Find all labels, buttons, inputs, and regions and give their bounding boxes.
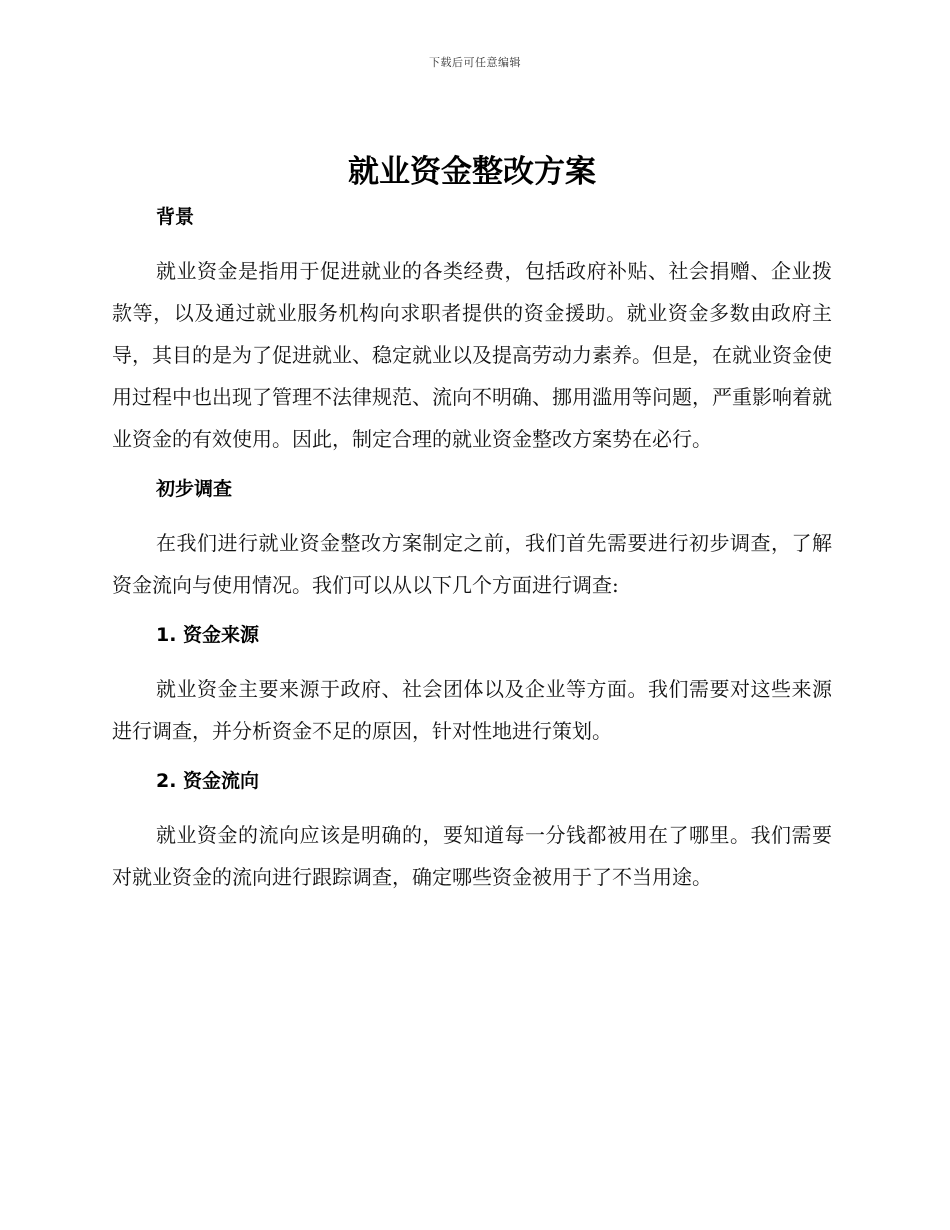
section-heading-source: 1. 资金来源 — [156, 624, 260, 646]
header-note: 下载后可任意编辑 — [429, 56, 521, 69]
document-title: 就业资金整改方案 — [348, 154, 596, 190]
paragraph-flow: 就业资金的流向应该是明确的，要知道每一分钱都被用在了哪里。我们需要对就业资金的流向进行跟踪调查，确定哪些资金被用于了不当用途。 — [112, 823, 832, 889]
paragraph-background: 就业资金是指用于促进就业的各类经费，包括政府补贴、社会捐赠、企业拨款等，以及通过就业服务机构向求职者提供的资金援助。就业资金多数由政府主导，其目的是为了促进就业、稳定就业以及提高劳动力素养。但是，在就业资金使用过程中也出现了管理不法律规范、流向不明确、挪用滥用等问题，严重影响着就业资金的有效使用。因此，制定合理的就业资金整改方案势在必行。 — [112, 259, 832, 451]
section-heading-flow: 2. 资金流向 — [156, 770, 260, 792]
document-body — [112, 148, 832, 898]
paragraph-survey: 在我们进行就业资金整改方案制定之前，我们首先需要进行初步调查，了解资金流向与使用情况。我们可以从以下几个方面进行调查: — [112, 531, 832, 597]
section-heading-background: 背景 — [156, 206, 195, 228]
paragraph-source: 就业资金主要来源于政府、社会团体以及企业等方面。我们需要对这些来源进行调查，并分析资金不足的原因，针对性地进行策划。 — [112, 677, 832, 743]
section-heading-survey: 初步调查 — [156, 478, 233, 500]
